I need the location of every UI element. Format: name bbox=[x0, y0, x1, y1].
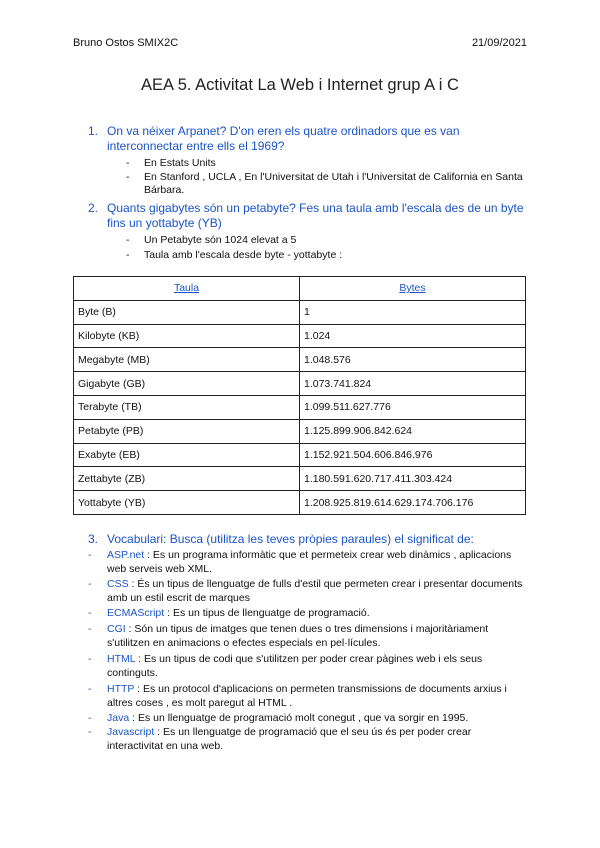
vocab-term: HTTP bbox=[107, 683, 135, 695]
table-header-row bbox=[74, 277, 526, 301]
bullet-dash: - bbox=[88, 712, 92, 724]
vocab-term: ECMAScript bbox=[107, 607, 165, 619]
header-author: Bruno Ostos SMIX2C bbox=[73, 37, 179, 49]
question-text: Quants gigabytes són un petabyte? Fes una taula amb l'escala des de un byte fins un yottabyte (YB) bbox=[107, 201, 524, 230]
table-cell-bytes: 1.048.576 bbox=[300, 348, 526, 372]
table-row bbox=[74, 372, 526, 396]
vocab-definition: : És un tipus de llenguatge de fulls d'estil que permeten crear i presentar documents amb un estil escrit de marques bbox=[107, 578, 523, 604]
vocab-definition: : Es un programa informàtic que et permeteix crear web dinàmics , aplicacions web serveis web XML. bbox=[107, 549, 512, 575]
header-date: 21/09/2021 bbox=[471, 37, 527, 49]
answer-item bbox=[126, 249, 526, 262]
answer-text: Taula amb l'escala desde byte - yottabyte : bbox=[144, 249, 343, 261]
question-text: Vocabulari: Busca (utilitza les teves pròpies paraules) el significat de: bbox=[107, 532, 474, 546]
vocab-item bbox=[88, 622, 528, 650]
table-header-cell: Taula bbox=[74, 277, 300, 301]
table-cell-unit: Yottabyte (YB) bbox=[74, 491, 300, 515]
table-row bbox=[74, 443, 526, 467]
table-row bbox=[74, 348, 526, 372]
bullet-dash: - bbox=[88, 578, 92, 590]
vocab-term: ASP.net bbox=[107, 549, 145, 561]
vocab-definition: : Es un tipus de codi que s'utilitzen per poder crear pàgines web i els seus continguts. bbox=[107, 653, 483, 679]
vocab-item bbox=[88, 548, 528, 576]
table-cell-unit: Exabyte (EB) bbox=[74, 443, 300, 467]
table-row bbox=[74, 467, 526, 491]
table-cell-bytes: 1.152.921.504.606.846.976 bbox=[300, 443, 526, 467]
table-row bbox=[74, 324, 526, 348]
vocab-definition: : Es un llenguatge de programació molt conegut , que va sorgir en 1995. bbox=[129, 712, 469, 724]
answer-item bbox=[126, 157, 526, 170]
vocab-item bbox=[88, 682, 528, 710]
bullet-dash: - bbox=[88, 607, 92, 619]
vocab-term: Java bbox=[107, 712, 130, 724]
answer-item bbox=[126, 171, 526, 197]
question-number: 1. bbox=[88, 124, 99, 138]
answer-text: En Estats Units bbox=[144, 157, 216, 169]
question-number: 3. bbox=[88, 532, 99, 546]
table-cell-unit: Megabyte (MB) bbox=[74, 348, 300, 372]
vocab-item bbox=[88, 577, 528, 605]
table-row bbox=[74, 300, 526, 324]
vocab-term: CSS bbox=[107, 578, 129, 590]
byte-scale-table bbox=[73, 276, 526, 515]
bullet-dash: - bbox=[88, 726, 92, 738]
question-1 bbox=[88, 124, 528, 154]
answer-item bbox=[126, 234, 526, 247]
bullet-dash: - bbox=[126, 234, 130, 246]
bullet-dash: - bbox=[88, 623, 92, 635]
table-cell-unit: Terabyte (TB) bbox=[74, 395, 300, 419]
question-number: 2. bbox=[88, 201, 99, 215]
vocab-item bbox=[88, 711, 528, 725]
table-header-cell: Bytes bbox=[300, 277, 526, 301]
table-cell-unit: Gigabyte (GB) bbox=[74, 372, 300, 396]
question-3 bbox=[88, 532, 528, 547]
page-title: AEA 5. Activitat La Web i Internet grup A i C bbox=[141, 76, 459, 94]
table-cell-unit: Zettabyte (ZB) bbox=[74, 467, 300, 491]
table-cell-bytes: 1.180.591.620.717.411.303.424 bbox=[300, 467, 526, 491]
question-text: On va néixer Arpanet? D'on eren els quatre ordinadors que es van interconnectar entre ells el 1969? bbox=[107, 124, 460, 153]
table-cell-bytes: 1.125.899.906.842.624 bbox=[300, 419, 526, 443]
question-2 bbox=[88, 201, 528, 231]
vocab-definition: : Es un llenguatge de programació que el seu ús és per poder crear interactivitat en una web. bbox=[107, 726, 472, 752]
bullet-dash: - bbox=[88, 653, 92, 665]
answer-text: Un Petabyte són 1024 elevat a 5 bbox=[144, 234, 297, 246]
table-cell-unit: Petabyte (PB) bbox=[74, 419, 300, 443]
table-row bbox=[74, 419, 526, 443]
vocab-term: Javascript bbox=[107, 726, 155, 738]
table-cell-bytes: 1 bbox=[300, 300, 526, 324]
table-row bbox=[74, 395, 526, 419]
vocab-term: CGI bbox=[107, 623, 126, 635]
vocab-definition: : Es un tipus de llenguatge de programació. bbox=[164, 607, 370, 619]
bullet-dash: - bbox=[126, 249, 130, 261]
answer-text: En Stanford , UCLA , En l'Universitat de Utah i l'Universitat de California en Santa Bárbara. bbox=[144, 171, 523, 196]
vocab-term: HTML bbox=[107, 653, 136, 665]
table-cell-bytes: 1.073.741.824 bbox=[300, 372, 526, 396]
table-cell-bytes: 1.208.925.819.614.629.174.706.176 bbox=[300, 491, 526, 515]
table-row bbox=[74, 491, 526, 515]
vocab-item bbox=[88, 606, 528, 620]
vocab-definition: : Són un tipus de imatges que tenen dues o tres dimensions i majoritàriament s'utilitzen en animacions o efectes especials en pel·lícules. bbox=[107, 623, 489, 649]
vocab-item bbox=[88, 725, 528, 753]
bullet-dash: - bbox=[126, 157, 130, 169]
bullet-dash: - bbox=[126, 171, 130, 183]
vocab-definition: : Es un protocol d'aplicacions on permeten transmissions de documents arxius i altres coses , es molt paregut al HTML . bbox=[107, 683, 507, 709]
vocab-item bbox=[88, 652, 528, 680]
table-cell-unit: Kilobyte (KB) bbox=[74, 324, 300, 348]
table-cell-bytes: 1.099.511.627.776 bbox=[300, 395, 526, 419]
bullet-dash: - bbox=[88, 549, 92, 561]
table-cell-bytes: 1.024 bbox=[300, 324, 526, 348]
bullet-dash: - bbox=[88, 683, 92, 695]
table-cell-unit: Byte (B) bbox=[74, 300, 300, 324]
